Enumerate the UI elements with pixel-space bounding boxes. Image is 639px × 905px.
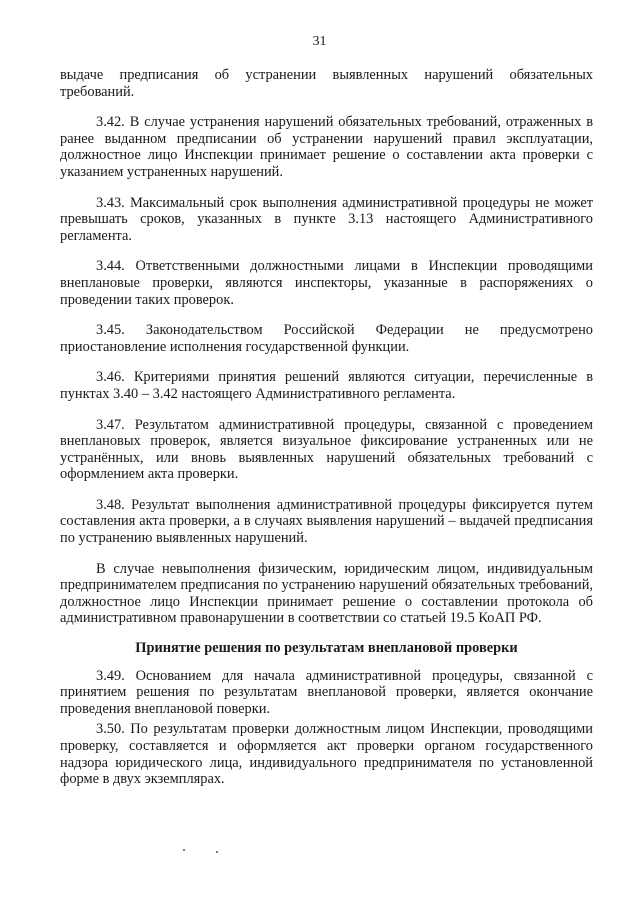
scan-speck-dot	[183, 849, 185, 851]
paragraph-3-43: 3.43. Максимальный срок выполнения административной процедуры не может превышать сроков, указанных в пункте 3.13 настоящего Административного регламента.	[60, 194, 593, 244]
paragraph-3-49: 3.49. Основанием для начала административной процедуры, связанной с принятием решения по результатам внеплановой проверки, является окончание проведения внеплановой поверки.	[60, 667, 593, 717]
paragraph-3-46: 3.46. Критериями принятия решений являются ситуации, перечисленные в пунктах 3.40 – 3.42 настоящего Административного регламента.	[60, 369, 593, 402]
paragraph-3-45: 3.45. Законодательством Российской Федерации не предусмотрено приостановление исполнения государственной функции.	[60, 322, 593, 355]
paragraph-3-50: 3.50. По результатам проверки должностным лицом Инспекции, проводящими проверку, составляется и оформляется акт проверки органом государственного надзора юридического лица, индивидуального предпринимателя по установленной форме в двух экземплярах.	[60, 721, 593, 788]
document-body	[60, 67, 593, 788]
paragraph-3-48: 3.48. Результат выполнения административной процедуры фиксируется путем составления акта проверки, а в случаях выявления нарушений – выдачей предписания по устранению выявленных нарушений.	[60, 496, 593, 547]
paragraph-3-48-continuation: В случае невыполнения физическим, юридическим лицом, индивидуальным предпринимателем предписания по устранению нарушений обязательных требований, должностное лицо Инспекции принимает решение о составлении протокола об административном правонарушении в соответствии со статьей 19.5 КоАП РФ.	[60, 560, 593, 627]
paragraph-3-44: 3.44. Ответственными должностными лицами в Инспекции проводящими внеплановые проверки, являются инспекторы, указанные в распоряжениях о проведении таких проверок.	[60, 258, 593, 308]
paragraph-continuation: выдаче предписания об устранении выявленных нарушений обязательных требований.	[60, 67, 593, 100]
page-number: 31	[312, 34, 327, 49]
section-heading: Принятие решения по результатам внеплановой проверки	[135, 640, 518, 657]
paragraph-3-47: 3.47. Результатом административной процедуры, связанной с проведением внеплановых проверок, является визуальное фиксирование устраненных или не устранённых, или вновь выявленных нарушений обязательных требований с оформлением акта проверки.	[60, 416, 593, 483]
paragraph-3-42: 3.42. В случае устранения нарушений обязательных требований, отраженных в ранее выданном предписании об устранении нарушений правил эксплуатации, должностное лицо Инспекции принимает решение о составлении акта проверки с указанием устраненных нарушений.	[60, 114, 593, 180]
scan-speck-dot	[216, 851, 218, 853]
